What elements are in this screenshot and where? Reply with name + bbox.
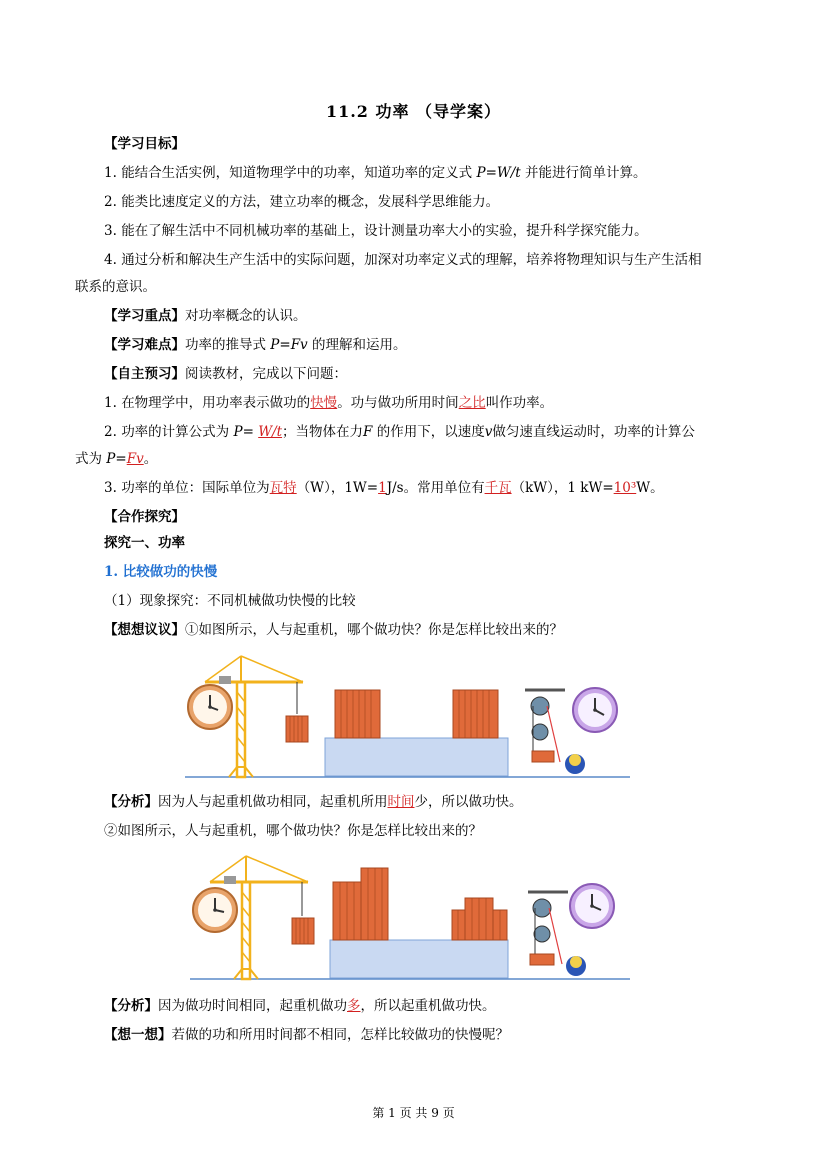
platform [325,738,508,776]
goal-1 [104,163,754,183]
q2-equals: = [242,424,254,440]
discuss-1 [104,620,754,640]
goal-1-text-end: 并能进行简单计算。 [525,165,647,181]
q3-text-end: W。 [636,480,664,496]
q1-text: 在物理学中，用功率表示做功的 [121,395,311,411]
q1-answer-1: 快慢 [310,395,338,411]
preview-q1 [104,393,754,413]
pulley-icon [525,690,565,762]
coop-heading: 【合作探究】 [104,509,185,525]
clock-left-icon [193,888,237,932]
q3-answer-4: 10³ [613,480,637,496]
q2-text-5: 式为 [75,451,102,467]
q2-symbol-v: v [484,424,493,440]
q2-symbol-p: P [233,424,243,440]
goal-4-number: 4. [104,252,117,268]
think-heading: 【想一想】 [104,1027,172,1043]
goal-1-formula: P=W/t [476,165,521,181]
key-text: 对功率概念的认识。 [185,308,307,324]
pulley-icon [528,892,568,965]
hanging-crate [292,918,314,944]
q3-text-2: （W），1W= [296,480,379,496]
preview [104,364,754,384]
preview-intro: 阅读教材，完成以下问题： [185,366,347,382]
section-title: 1. 比较做功的快慢 [104,564,218,580]
q3-answer-1: 瓦特 [269,480,297,496]
q2-text: 功率的计算公式为 [121,424,230,440]
preview-q3 [104,478,754,498]
clock-right-icon [573,688,617,732]
goal-2-text: 能类比速度定义的方法，建立功率的概念，发展科学思维能力。 [121,194,500,210]
q1-text-2: 。功与做功所用时间 [337,395,459,411]
q2-text-end: 。 [143,451,158,467]
preview-q2-continued [75,449,725,469]
think-text: 若做的功和所用时间都不相同，怎样比较做功的快慢呢？ [171,1027,509,1043]
goal-1-text: 能结合生活实例，知道物理学中的功率，知道功率的定义式 [121,165,473,181]
goal-3 [104,221,754,241]
q2-text-3: 的作用下，以速度 [376,424,485,440]
q2-answer-1: W/t [258,424,283,440]
person-icon [566,956,586,976]
goal-4 [104,250,754,270]
goal-4-text: 通过分析和解决生产生活中的实际问题，加深对功率定义式的理解，培养将物理知识与生产生活相 [121,252,702,268]
brick-stack-left [333,868,388,940]
q3-number: 3. [104,480,117,496]
difficulty-formula: P=Fv [270,337,308,353]
difficulty-heading: 【学习难点】 [104,337,185,353]
goal-1-number: 1. [104,165,117,181]
q2-answer-2: Fv [126,451,144,467]
analysis-2-answer: 多 [347,998,361,1014]
q2-equals-2: = [115,451,127,467]
q1-answer-2: 之比 [458,395,486,411]
analysis-1-text: 因为人与起重机做功相同，起重机所用 [158,794,388,810]
figure-2 [190,852,630,982]
key-heading: 【学习重点】 [104,308,185,324]
goals-heading: 【学习目标】 [104,136,185,152]
difficulty [104,335,754,355]
q2-text-2: ；当物体在力 [282,424,364,440]
preview-heading: 【自主预习】 [104,366,185,382]
q3-text-3: J/s。常用单位有 [386,480,485,496]
difficulty-text-end: 的理解和运用。 [311,337,407,353]
analysis-2 [104,996,754,1016]
q3-answer-2: 1 [378,480,387,496]
brick-stack-right [453,690,498,738]
q2-text-4: 做匀速直线运动时，功率的计算公 [492,424,695,440]
goal-2-number: 2. [104,194,117,210]
analysis-1-answer: 时间 [387,794,415,810]
analysis-1-heading: 【分析】 [104,794,158,810]
goal-3-text: 能在了解生活中不同机械功率的基础上，设计测量功率大小的实验，提升科学探究能力。 [121,223,648,239]
goal-3-number: 3. [104,223,117,239]
person-icon [565,754,585,774]
brick-stack-left [335,690,380,738]
difficulty-text: 功率的推导式 [185,337,266,353]
discuss-1-heading: 【想想议议】 [104,622,185,638]
q2-number: 2. [104,424,117,440]
discuss-1-text: ①如图所示，人与起重机，哪个做功快？你是怎样比较出来的？ [185,622,563,638]
clock-right-icon [570,884,614,928]
q3-text: 功率的单位：国际单位为 [121,480,270,496]
goal-4-continued: 联系的意识。 [75,279,156,295]
discuss-2: ②如图所示，人与起重机，哪个做功快？你是怎样比较出来的？ [104,823,482,839]
figure-1 [185,652,630,780]
hanging-crate [286,716,308,742]
analysis-2-text-end: ，所以起重机做功快。 [360,998,496,1014]
brick-stack-right [452,898,507,940]
think [104,1025,754,1045]
q3-answer-3: 千瓦 [484,480,512,496]
analysis-2-text: 因为做功时间相同，起重机做功 [158,998,347,1014]
q1-number: 1. [104,395,117,411]
q2-symbol-f: F [363,424,373,440]
page-title: 11.2 功率 （导学案） [325,102,502,121]
analysis-2-heading: 【分析】 [104,998,158,1014]
coop-item: （1）现象探究：不同机械做功快慢的比较 [104,593,356,609]
platform [330,940,508,978]
coop-sub: 探究一、功率 [104,535,185,551]
goal-2 [104,192,754,212]
q3-text-4: （kW），1 kW= [511,480,614,496]
page-footer: 第 1 页 共 9 页 [372,1106,455,1120]
key-point [104,306,754,326]
preview-q2 [104,422,754,442]
analysis-1 [104,792,754,812]
analysis-1-text-end: 少，所以做功快。 [414,794,523,810]
clock-left-icon [188,685,232,729]
q2-symbol-p2: P [106,451,116,467]
q1-text-3: 叫作功率。 [485,395,554,411]
